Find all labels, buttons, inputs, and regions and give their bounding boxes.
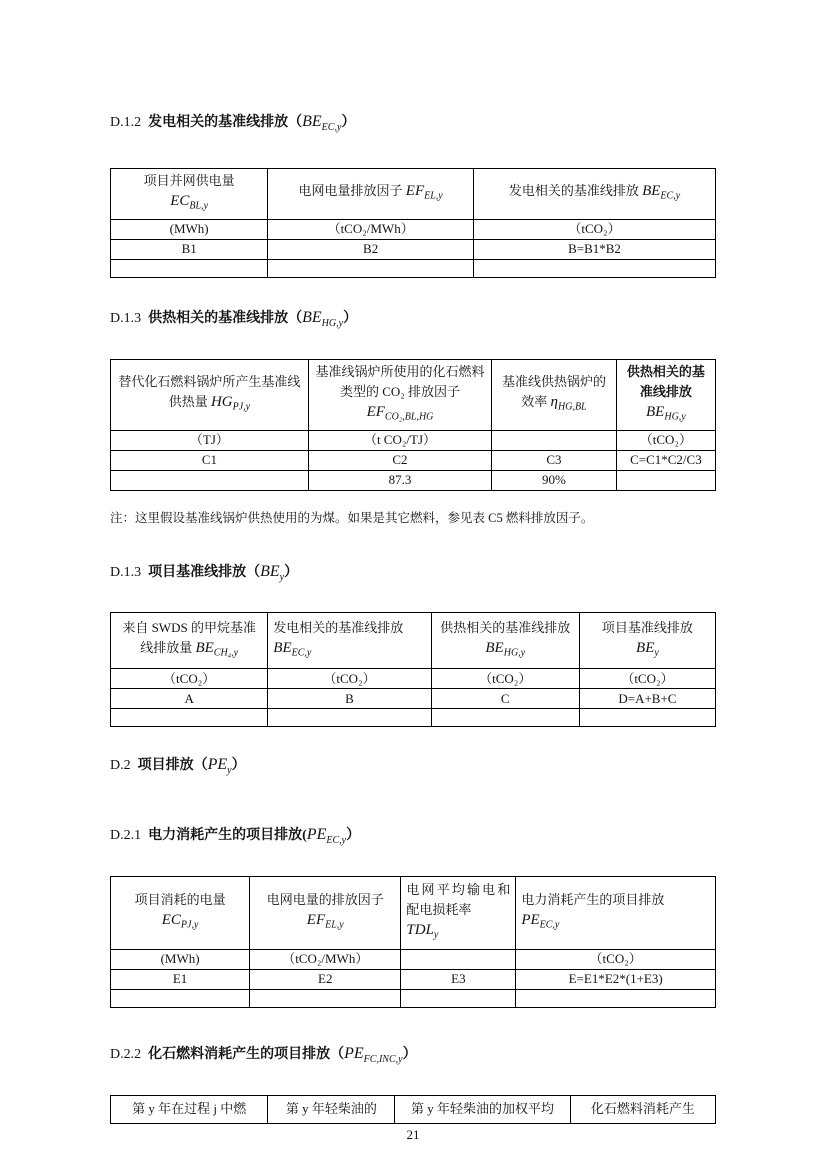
math-var: $PE_{FC,INC,y}$ xyxy=(344,1044,403,1065)
section-title: 项目排放 xyxy=(137,758,194,774)
section-number: D.1.3 xyxy=(110,310,142,326)
section-title: 项目基准线排放 xyxy=(148,564,247,580)
math-var: $BE_{CH_4,y}$ xyxy=(195,640,239,659)
footnote: 注：这里假设基准线锅炉供热使用的为煤。如果是其它燃料，参见表 C5 燃料排放因子。 xyxy=(110,510,594,525)
table-units-row xyxy=(111,669,716,689)
table-value-row xyxy=(111,689,716,709)
unit-cell: （t CO₂/TJ） xyxy=(308,430,491,450)
header-cell: 发电相关的基准线排放 $BE_{EC,y}$ xyxy=(268,613,431,669)
value-cell xyxy=(111,470,309,490)
value-cell: B1 xyxy=(111,239,268,259)
empty-cell xyxy=(111,989,250,1007)
section-number: D.2 xyxy=(110,758,131,774)
section-title: 供热相关的基准线排放 xyxy=(148,310,289,326)
unit-cell: （tCO₂） xyxy=(516,949,716,969)
section-title: 电力消耗产生的项目排放 xyxy=(148,828,303,844)
header-cell: 第 y 年在过程 j 中燃 xyxy=(111,1095,268,1123)
unit-cell: (MWh) xyxy=(111,219,268,239)
header-cell: 替代化石燃料锅炉所产生基准线供热量 $HG_{PJ,y}$ xyxy=(111,359,309,430)
value-cell: A xyxy=(111,689,268,709)
table-generation-baseline-emissions xyxy=(110,168,716,278)
header-cell: 供热相关的基准线排放 $BE_{HG,y}$ xyxy=(616,359,715,430)
table-project-baseline-emissions xyxy=(110,612,716,727)
page-number: 21 xyxy=(406,1126,420,1142)
header-cell: 电网电量的排放因子 $EF_{EL,y}$ xyxy=(250,876,401,949)
empty-cell xyxy=(250,989,401,1007)
value-cell: B=B1*B2 xyxy=(473,239,715,259)
table-electricity-project-emissions xyxy=(110,876,716,1008)
value-cell: E=E1*E2*(1+E3) xyxy=(516,969,716,989)
header-cell: 供热相关的基准线排放 $BE_{HG,y}$ xyxy=(431,613,579,669)
table-empty-row xyxy=(111,709,716,727)
value-cell: 87.3 xyxy=(308,470,491,490)
table-value-row xyxy=(111,450,716,470)
empty-cell xyxy=(401,989,516,1007)
math-var: $EF_{EL,y}$ xyxy=(306,912,344,931)
math-var: $BE_{EC,y}$ xyxy=(273,640,312,659)
value-cell: E3 xyxy=(401,969,516,989)
header-cell: 电网平均输电和配电损耗率 $TDL_y$ xyxy=(401,876,516,949)
value-cell: C2 xyxy=(308,450,491,470)
paren-open: （ xyxy=(193,758,208,774)
header-cell: 基准线锅炉所使用的化石燃料类型的 CO₂ 排放因子 $EF_{CO_2,BL,HG}$ xyxy=(308,359,491,430)
table-value-row xyxy=(111,239,716,259)
unit-cell: （tCO₂） xyxy=(579,669,715,689)
math-var: $PE_{EC,y}$ xyxy=(521,912,560,931)
section-number: D.1.3 xyxy=(110,564,142,580)
value-cell: D=A+B+C xyxy=(579,689,715,709)
value-cell: C=C1*C2/C3 xyxy=(616,450,715,470)
unit-cell: （tCO₂） xyxy=(473,219,715,239)
section-heading-d12 xyxy=(110,112,716,138)
paren-close: ） xyxy=(346,828,361,844)
math-var: $HG_{PJ,y}$ xyxy=(210,393,251,413)
paren-close: ） xyxy=(284,564,299,580)
math-var: $BE_{HG,y}$ xyxy=(646,403,686,423)
header-cell: 项目消耗的电量 $EC_{PJ,y}$ xyxy=(111,876,250,949)
empty-cell xyxy=(268,259,474,277)
unit-cell xyxy=(492,430,617,450)
table-header-row xyxy=(111,1095,716,1123)
math-var: $BE_{EC,y}$ xyxy=(642,183,681,202)
value-cell: C xyxy=(431,689,579,709)
section-heading-d22 xyxy=(110,1044,716,1070)
paren-close: ） xyxy=(341,115,356,130)
value-cell: B xyxy=(268,689,431,709)
math-var: $PE_{EC,y}$ xyxy=(306,826,347,846)
value-cell: C1 xyxy=(111,450,309,470)
header-cell: 项目基准线排放 $BE_y$ xyxy=(579,613,715,669)
math-var: $\eta_{HG,BL}$ xyxy=(550,393,587,413)
section-number: D.2.2 xyxy=(110,1046,142,1062)
header-cell: 化石燃料消耗产生 xyxy=(570,1095,715,1123)
header-cell: 来自 SWDS 的甲烷基准线排放量 $BE_{CH_4,y}$ xyxy=(111,613,268,669)
unit-cell: （tCO₂） xyxy=(431,669,579,689)
paren-close: ） xyxy=(231,758,246,774)
math-var: $EF_{CO_2,BL,HG}$ xyxy=(366,403,434,423)
empty-cell xyxy=(473,259,715,277)
paren-open: （ xyxy=(330,1046,345,1062)
empty-cell xyxy=(111,259,268,277)
header-cell: 电力消耗产生的项目排放 $PE_{EC,y}$ xyxy=(516,876,716,949)
math-var: $PE_y$ xyxy=(207,756,232,777)
unit-cell: （tCO₂） xyxy=(111,669,268,689)
header-cell: 发电相关的基准线排放 $BE_{EC,y}$ xyxy=(473,168,715,219)
unit-cell: （TJ） xyxy=(111,430,309,450)
section-heading-d13-heating xyxy=(110,308,716,334)
section-number: D.2.1 xyxy=(110,828,142,844)
unit-cell xyxy=(401,949,516,969)
header-cell: 第 y 年轻柴油的 xyxy=(268,1095,395,1123)
table-units-row xyxy=(111,949,716,969)
header-cell: 项目并网供电量 $EC_{BL,y}$ xyxy=(111,168,268,219)
section-title: 化石燃料消耗产生的项目排放 xyxy=(148,1046,331,1062)
value-cell: E1 xyxy=(111,969,250,989)
table-empty-row xyxy=(111,259,716,277)
unit-cell: （tCO₂/MWh） xyxy=(250,949,401,969)
math-var: $BE_{HG,y}$ xyxy=(302,308,344,329)
value-cell xyxy=(616,470,715,490)
paren-open: （ xyxy=(288,115,303,130)
unit-cell: （tCO₂/MWh） xyxy=(268,219,474,239)
table-units-row xyxy=(111,219,716,239)
unit-cell: （tCO₂） xyxy=(616,430,715,450)
paren-close: ） xyxy=(402,1046,417,1062)
unit-cell: (MWh) xyxy=(111,949,250,969)
section-number: D.1.2 xyxy=(110,115,142,130)
table-value-row xyxy=(111,470,716,490)
table-units-row xyxy=(111,430,716,450)
table-value-row xyxy=(111,969,716,989)
header-cell: 基准线供热锅炉的效率 $\eta_{HG,BL}$ xyxy=(492,359,617,430)
empty-cell xyxy=(431,709,579,727)
math-var: $BE_{EC,y}$ xyxy=(302,113,342,133)
table-fossil-fuel-project-emissions-clipped xyxy=(110,1095,716,1124)
section-heading-d2 xyxy=(110,755,716,781)
empty-cell xyxy=(268,709,431,727)
math-var: $BE_{HG,y}$ xyxy=(485,640,526,659)
table-empty-row xyxy=(111,989,716,1007)
section-title: 发电相关的基准线排放 xyxy=(148,115,289,130)
paren-open: （ xyxy=(288,310,303,326)
math-var: $EF_{EL,y}$ xyxy=(405,183,443,202)
value-cell: 90% xyxy=(492,470,617,490)
paren-open: ( xyxy=(302,828,307,844)
unit-cell: （tCO₂） xyxy=(268,669,431,689)
math-var: $EC_{BL,y}$ xyxy=(170,193,209,212)
value-cell: B2 xyxy=(268,239,474,259)
table-header-row xyxy=(111,613,716,669)
section-heading-d13-project xyxy=(110,562,716,588)
header-cell: 第 y 年轻柴油的加权平均 xyxy=(395,1095,570,1123)
empty-cell xyxy=(579,709,715,727)
header-cell: 电网电量排放因子 $EF_{EL,y}$ xyxy=(268,168,474,219)
value-cell: C3 xyxy=(492,450,617,470)
table-header-row xyxy=(111,168,716,219)
empty-cell xyxy=(516,989,716,1007)
math-var: $BE_y$ xyxy=(636,640,659,659)
paren-open: （ xyxy=(246,564,261,580)
table-header-row xyxy=(111,359,716,430)
math-var: $BE_y$ xyxy=(260,562,285,583)
table-heating-baseline-emissions xyxy=(110,359,716,491)
math-var: $TDL_y$ xyxy=(406,922,439,941)
section-heading-d21 xyxy=(110,825,716,851)
table-header-row xyxy=(111,876,716,949)
math-var: $EC_{PJ,y}$ xyxy=(161,912,199,931)
value-cell: E2 xyxy=(250,969,401,989)
paren-close: ） xyxy=(343,310,358,326)
empty-cell xyxy=(111,709,268,727)
